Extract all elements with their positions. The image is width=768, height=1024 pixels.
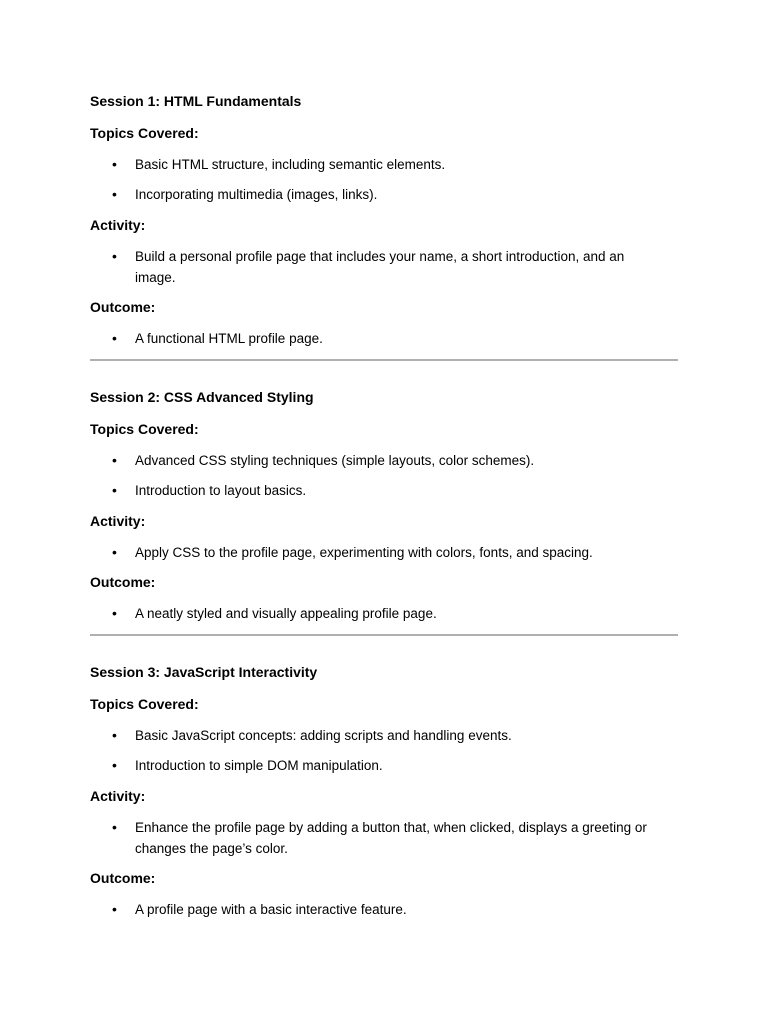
activity-text: Build a personal profile page that includes your name, a short introduction, and an image. — [135, 249, 625, 285]
outcome-heading: Outcome: — [90, 299, 156, 315]
outcome-text: A functional HTML profile page. — [135, 331, 323, 346]
bullet-icon: • — [112, 330, 117, 346]
bullet-icon: • — [112, 482, 117, 498]
bullet-icon: • — [112, 727, 117, 743]
bullet-icon: • — [112, 186, 117, 202]
bullet-icon: • — [112, 156, 117, 172]
bullet-icon: • — [112, 248, 117, 264]
bullet-icon: • — [112, 605, 117, 621]
activity-heading: Activity: — [90, 788, 146, 804]
topics-heading: Topics Covered: — [90, 125, 199, 141]
activity-text: Apply CSS to the profile page, experimenting with colors, fonts, and spacing. — [135, 545, 593, 560]
session-title: Session 1: HTML Fundamentals — [90, 93, 302, 109]
activity-text: Enhance the profile page by adding a button that, when clicked, displays a greeting or changes the page’s color. — [135, 820, 647, 856]
bullet-icon: • — [112, 452, 117, 468]
session-title: Session 2: CSS Advanced Styling — [90, 389, 314, 405]
topic-text: Introduction to simple DOM manipulation. — [135, 758, 383, 773]
topic-text: Basic HTML structure, including semantic elements. — [135, 157, 446, 172]
session-title: Session 3: JavaScript Interactivity — [90, 664, 318, 680]
topic-text: Basic JavaScript concepts: adding scripts and handling events. — [135, 728, 512, 743]
topics-heading: Topics Covered: — [90, 421, 199, 437]
outcome-text: A neatly styled and visually appealing profile page. — [135, 606, 437, 621]
section-divider — [90, 359, 678, 361]
topic-text: Incorporating multimedia (images, links). — [135, 187, 378, 202]
activity-heading: Activity: — [90, 513, 146, 529]
outcome-heading: Outcome: — [90, 870, 156, 886]
topic-text: Introduction to layout basics. — [135, 483, 307, 498]
topics-heading: Topics Covered: — [90, 696, 199, 712]
bullet-icon: • — [112, 901, 117, 917]
bullet-icon: • — [112, 544, 117, 560]
outcome-text: A profile page with a basic interactive feature. — [135, 902, 407, 917]
bullet-icon: • — [112, 819, 117, 835]
outcome-heading: Outcome: — [90, 574, 156, 590]
section-divider — [90, 634, 678, 636]
activity-heading: Activity: — [90, 217, 146, 233]
topic-text: Advanced CSS styling techniques (simple layouts, color schemes). — [135, 453, 535, 468]
bullet-icon: • — [112, 757, 117, 773]
